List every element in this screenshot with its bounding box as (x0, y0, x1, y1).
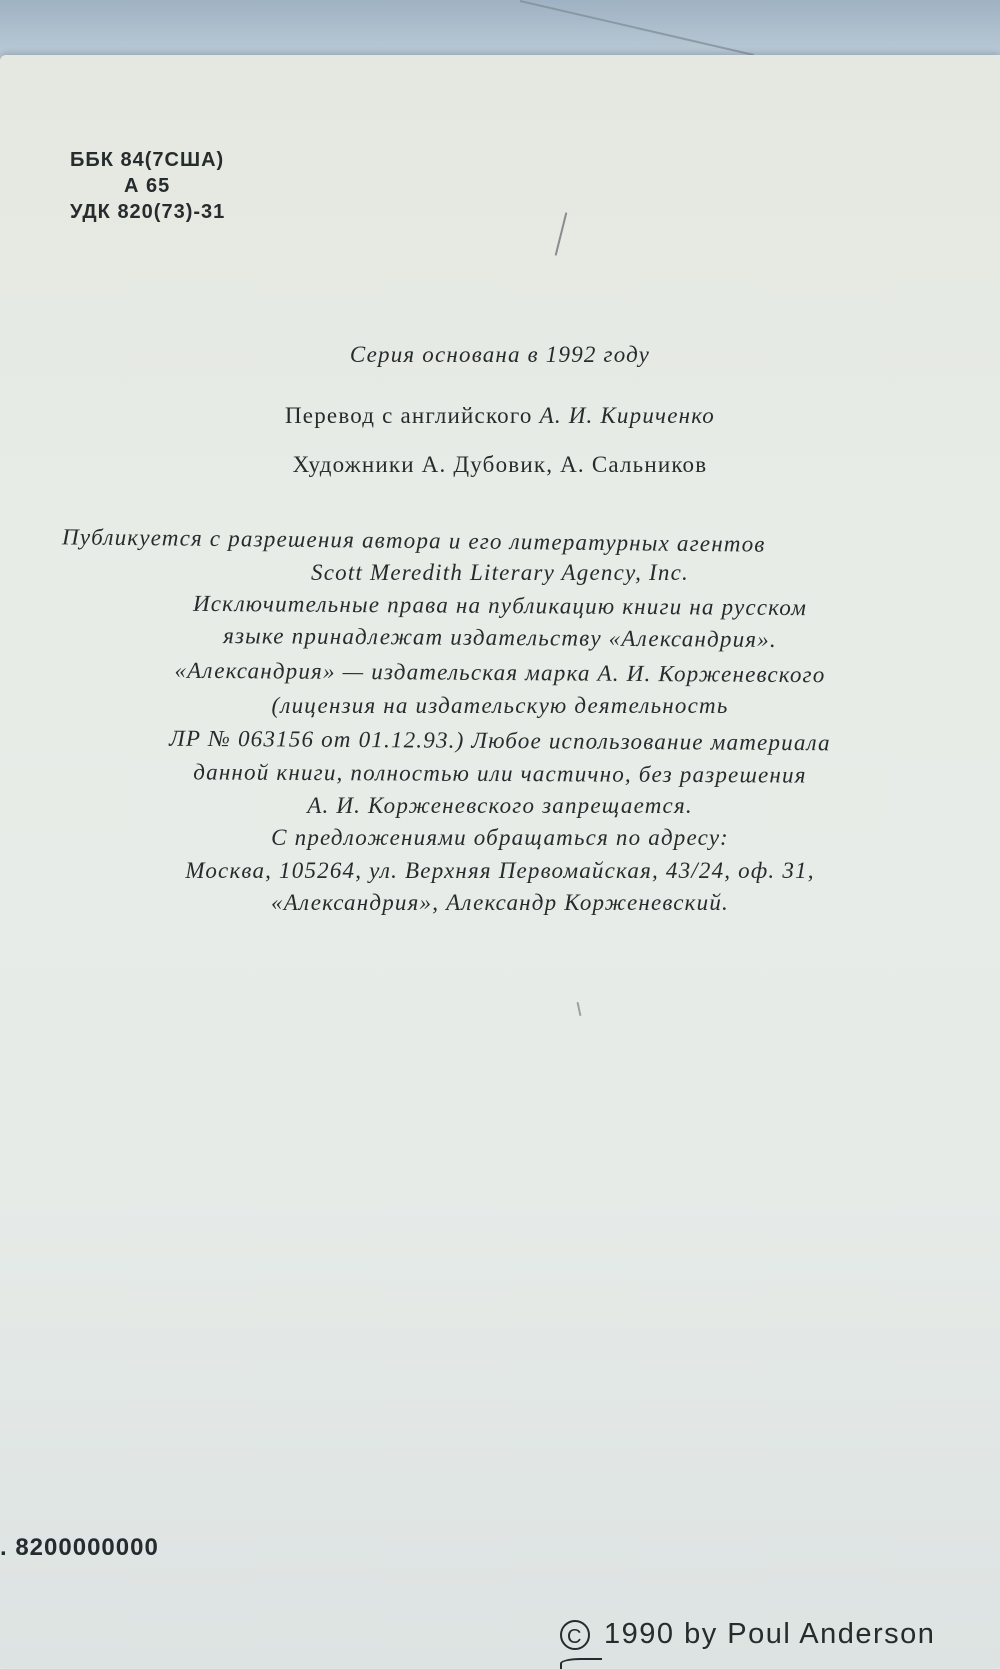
udk-code: УДК 820(73)-31 (70, 201, 226, 223)
copyright-icon: C (560, 1620, 590, 1650)
isbn-fragment: . 8200000000 (0, 1534, 159, 1561)
series-note: Серия основана в 1992 году (349, 342, 651, 367)
cut-off-text-fragment (560, 1658, 602, 1669)
copyright-line (560, 1618, 935, 1651)
translator-prefix: Перевод с английского (285, 403, 533, 428)
legal-line: Исключительные права на публикацию книги на русском (192, 590, 808, 621)
legal-line: Москва, 105264, ул. Верхняя Первомайская, 43/24, оф. 31, (185, 858, 815, 883)
legal-line: (лицензия на издательскую деятельность (271, 693, 729, 718)
catalog-codes (70, 147, 225, 225)
artists-credit: Художники А. Дубовик, А. Сальников (292, 452, 708, 477)
legal-line: С предложениями обращаться по адресу: (271, 825, 729, 850)
legal-line: А. И. Корженевского запрещается. (307, 793, 693, 818)
legal-line: «Александрия», Александр Корженевский. (271, 890, 729, 915)
bbk-code: ББК 84(7США) (70, 149, 225, 171)
author-mark: А 65 (124, 175, 171, 197)
translator-name: А. И. Кириченко (539, 403, 715, 428)
legal-line: «Александрия» — издательская марка А. И. Корженевского (174, 657, 826, 688)
surface-scratch (520, 0, 754, 56)
translator-credit (0, 403, 1000, 429)
legal-line: данной книги, полностью или частично, без разрешения (193, 759, 807, 788)
legal-line: языке принадлежат издательству «Александрия». (223, 623, 777, 652)
legal-line: ЛР № 063156 от 01.12.93.) Любое использование материала (169, 725, 831, 756)
legal-line: Scott Meredith Literary Agency, Inc. (311, 560, 689, 585)
copyright-text: 1990 by Poul Anderson (604, 1618, 936, 1650)
legal-line: Публикуется с разрешения автора и его литературных агентов (61, 524, 766, 557)
